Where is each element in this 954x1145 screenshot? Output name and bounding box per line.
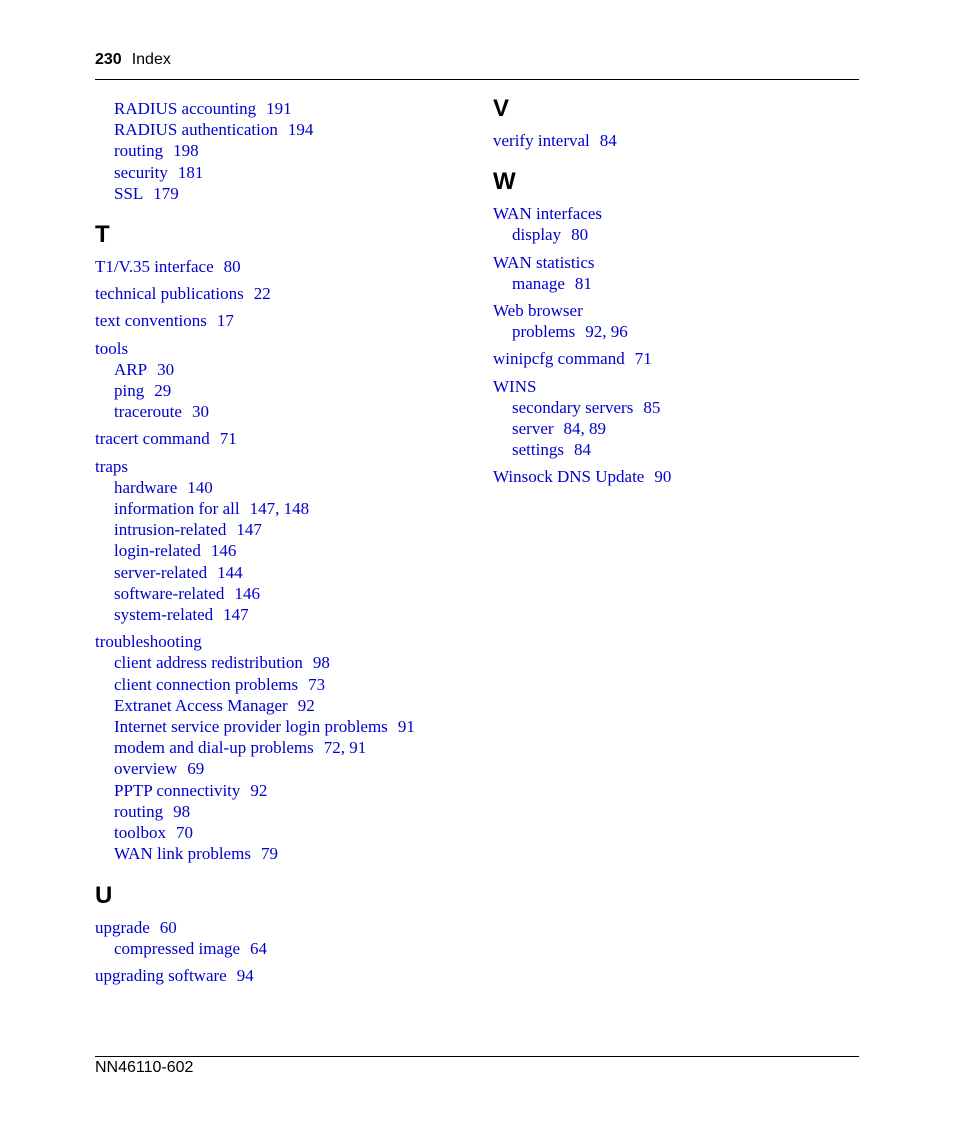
- section-gap: [493, 151, 859, 167]
- page-reference[interactable]: 73: [308, 674, 326, 694]
- index-subentry[interactable]: [95, 401, 465, 422]
- index-entry-term[interactable]: [95, 338, 465, 359]
- index-term[interactable]: winipcfg command: [493, 349, 625, 369]
- index-term[interactable]: login-related: [114, 541, 201, 561]
- index-term[interactable]: Web browser: [493, 301, 583, 321]
- page-reference[interactable]: 84: [573, 440, 591, 460]
- index-term[interactable]: Winsock DNS Update: [493, 467, 645, 487]
- index-subentry[interactable]: [95, 162, 465, 183]
- page-reference[interactable]: 92: [297, 695, 315, 715]
- index-entry-term[interactable]: [493, 252, 859, 273]
- index-entry: [493, 376, 859, 461]
- page-reference[interactable]: 71: [634, 349, 652, 369]
- page-reference[interactable]: 179: [153, 183, 179, 203]
- page-reference[interactable]: 85: [643, 397, 661, 417]
- index-subentry[interactable]: [95, 498, 465, 519]
- index-entry: [95, 283, 465, 304]
- index-term[interactable]: technical publications: [95, 284, 244, 304]
- page-reference[interactable]: 60: [159, 917, 177, 937]
- index-subentry[interactable]: [95, 737, 465, 758]
- index-entry-term[interactable]: [493, 203, 859, 224]
- index-entry-term[interactable]: [493, 300, 859, 321]
- page-reference[interactable]: 71: [219, 429, 237, 449]
- index-subentry[interactable]: [493, 273, 859, 294]
- index-term[interactable]: server: [512, 419, 554, 439]
- index-term[interactable]: information for all: [114, 499, 240, 519]
- index-subentry[interactable]: [95, 843, 465, 864]
- index-entry: [95, 631, 465, 864]
- page-reference[interactable]: 91: [397, 717, 415, 737]
- index-subentry[interactable]: [493, 224, 859, 245]
- page-reference[interactable]: 146: [234, 583, 260, 603]
- index-term[interactable]: server-related: [114, 562, 208, 582]
- index-subentry[interactable]: [493, 397, 859, 418]
- index-term[interactable]: text conventions: [95, 311, 207, 331]
- index-entry: [95, 310, 465, 331]
- index-term[interactable]: WAN interfaces: [493, 204, 603, 224]
- page-reference[interactable]: 98: [173, 801, 191, 821]
- index-term[interactable]: settings: [512, 440, 564, 460]
- index-term[interactable]: tools: [95, 338, 129, 358]
- index-subentry[interactable]: [95, 716, 465, 737]
- index-entry-term[interactable]: [95, 917, 465, 938]
- page-reference[interactable]: 22: [253, 284, 271, 304]
- index-term[interactable]: upgrading software: [95, 965, 227, 985]
- index-term[interactable]: manage: [512, 273, 565, 293]
- index-entry-term[interactable]: [95, 965, 465, 986]
- index-term[interactable]: Extranet Access Manager: [114, 695, 288, 715]
- index-term[interactable]: toolbox: [114, 823, 166, 843]
- index-term[interactable]: routing: [114, 141, 164, 161]
- index-term[interactable]: ping: [114, 381, 145, 401]
- index-subentry[interactable]: [95, 519, 465, 540]
- index-letter-v: V: [493, 95, 510, 122]
- header-rule: [95, 79, 859, 80]
- index-entry: [493, 348, 859, 369]
- index-column-left: [95, 98, 465, 986]
- index-subentry[interactable]: [95, 801, 465, 822]
- index-term[interactable]: Internet service provider login problems: [114, 717, 388, 737]
- index-term[interactable]: security: [114, 162, 168, 182]
- page-reference[interactable]: 198: [173, 141, 199, 161]
- page-reference[interactable]: 84, 89: [563, 419, 607, 439]
- page-reference[interactable]: 144: [217, 562, 243, 582]
- page-reference[interactable]: 64: [250, 938, 268, 958]
- index-entry-term[interactable]: [493, 130, 859, 151]
- index-term[interactable]: overview: [114, 759, 178, 779]
- index-subentry[interactable]: [95, 98, 465, 119]
- page-reference[interactable]: 79: [260, 844, 278, 864]
- index-subentry[interactable]: [95, 477, 465, 498]
- index-subentry[interactable]: [95, 140, 465, 161]
- index-term[interactable]: intrusion-related: [114, 520, 227, 540]
- doc-id: NN46110-602: [95, 1059, 194, 1076]
- index-column-right: [493, 94, 859, 488]
- page-reference[interactable]: 84: [599, 131, 617, 150]
- index-term[interactable]: client connection problems: [114, 674, 299, 694]
- index-term[interactable]: RADIUS authentication: [114, 120, 278, 140]
- footer-rule: [95, 1056, 859, 1057]
- index-subentry[interactable]: [493, 418, 859, 439]
- section-gap: [95, 204, 465, 220]
- index-term[interactable]: system-related: [114, 605, 214, 625]
- index-term[interactable]: upgrade: [95, 917, 150, 937]
- page-reference[interactable]: 72, 91: [323, 738, 367, 758]
- index-entry: [95, 428, 465, 449]
- index-entry-term[interactable]: [493, 466, 859, 487]
- index-entry-term[interactable]: [95, 310, 465, 331]
- index-term[interactable]: traceroute: [114, 402, 182, 422]
- index-subentry[interactable]: [95, 540, 465, 561]
- index-entry: [95, 456, 465, 626]
- index-subentry[interactable]: [95, 652, 465, 673]
- index-term[interactable]: WAN link problems: [114, 844, 251, 864]
- index-subentry[interactable]: [95, 938, 465, 959]
- page-reference[interactable]: 98: [312, 653, 330, 673]
- index-term[interactable]: troubleshooting: [95, 632, 202, 652]
- index-term[interactable]: compressed image: [114, 938, 241, 958]
- page-reference[interactable]: 69: [187, 759, 205, 779]
- page-reference[interactable]: 94: [236, 965, 254, 985]
- index-entry: [493, 130, 859, 151]
- index-subentry[interactable]: [493, 439, 859, 460]
- index-term[interactable]: software-related: [114, 583, 225, 603]
- page-reference[interactable]: 29: [154, 381, 172, 401]
- page-reference[interactable]: 181: [177, 162, 204, 182]
- index-subentry[interactable]: [95, 780, 465, 801]
- index-entry-term[interactable]: [95, 283, 465, 304]
- page-number: 230: [95, 51, 122, 68]
- index-entry-term[interactable]: [95, 256, 465, 277]
- index-term[interactable]: hardware: [114, 477, 178, 497]
- index-entry-term[interactable]: [95, 456, 465, 477]
- index-subentry[interactable]: [95, 359, 465, 380]
- index-term[interactable]: PPTP connectivity: [114, 780, 241, 800]
- index-entry: [95, 338, 465, 423]
- index-entry-term[interactable]: [493, 348, 859, 369]
- page-reference[interactable]: 30: [191, 402, 209, 422]
- index-letter-t: T: [95, 221, 110, 249]
- index-term[interactable]: verify interval: [493, 131, 590, 150]
- index-term[interactable]: secondary servers: [512, 397, 634, 417]
- page-reference[interactable]: 140: [187, 477, 213, 497]
- index-subentry[interactable]: [95, 758, 465, 779]
- page-reference[interactable]: 147, 148: [249, 499, 310, 519]
- index-subentry[interactable]: [95, 562, 465, 583]
- index-letter-u: U: [95, 881, 113, 909]
- index-term[interactable]: routing: [114, 801, 164, 821]
- index-subentry[interactable]: [95, 604, 465, 625]
- index-entry: [95, 98, 465, 204]
- index-term[interactable]: display: [512, 225, 562, 245]
- page-reference[interactable]: 194: [287, 120, 314, 140]
- index-entry: [493, 203, 859, 245]
- index-entry-term[interactable]: [95, 428, 465, 449]
- index-entry: [493, 466, 859, 487]
- index-term[interactable]: RADIUS accounting: [114, 99, 257, 118]
- page-reference[interactable]: 30: [157, 359, 175, 379]
- index-term[interactable]: client address redistribution: [114, 653, 303, 673]
- page-reference[interactable]: 81: [574, 273, 592, 293]
- index-term[interactable]: problems: [512, 322, 576, 342]
- page-reference[interactable]: 92: [250, 780, 268, 800]
- page-reference[interactable]: 147: [223, 605, 249, 625]
- index-entry: [493, 300, 859, 342]
- page-reference[interactable]: 70: [175, 823, 193, 843]
- index-subentry[interactable]: [95, 583, 465, 604]
- index-subentry[interactable]: [95, 380, 465, 401]
- index-entry: [95, 917, 465, 959]
- index-letter-w: W: [493, 168, 516, 196]
- index-subentry[interactable]: [493, 321, 859, 342]
- index-subentry[interactable]: [95, 183, 465, 204]
- index-subentry[interactable]: [95, 674, 465, 695]
- page-reference[interactable]: 80: [571, 225, 589, 245]
- page-reference[interactable]: 92, 96: [585, 322, 628, 342]
- page-header: [95, 51, 171, 69]
- page-reference[interactable]: 17: [216, 311, 234, 331]
- index-term[interactable]: traps: [95, 456, 129, 476]
- index-term[interactable]: WAN statistics: [493, 252, 595, 272]
- index-entry: [95, 965, 465, 986]
- index-term[interactable]: modem and dial-up problems: [114, 738, 314, 758]
- index-entry-term[interactable]: [493, 376, 859, 397]
- index-entry: [95, 256, 465, 277]
- page-reference[interactable]: 147: [236, 520, 262, 540]
- index-subentry[interactable]: [95, 695, 465, 716]
- index-term[interactable]: T1/V.35 interface: [95, 257, 214, 277]
- section-title: Index: [131, 51, 171, 68]
- index-subentry[interactable]: [95, 119, 465, 140]
- index-term[interactable]: ARP: [114, 359, 148, 379]
- index-term[interactable]: tracert command: [95, 429, 210, 449]
- index-term[interactable]: SSL: [114, 183, 144, 203]
- index-entry-term[interactable]: [95, 631, 465, 652]
- page-reference[interactable]: 146: [210, 541, 237, 561]
- index-subentry[interactable]: [95, 822, 465, 843]
- index-term[interactable]: WINS: [493, 376, 537, 396]
- page-reference[interactable]: 80: [223, 257, 241, 277]
- section-gap: [95, 865, 465, 881]
- index-entry: [493, 252, 859, 294]
- page-reference[interactable]: 90: [654, 467, 672, 487]
- page-reference[interactable]: 191: [266, 99, 292, 118]
